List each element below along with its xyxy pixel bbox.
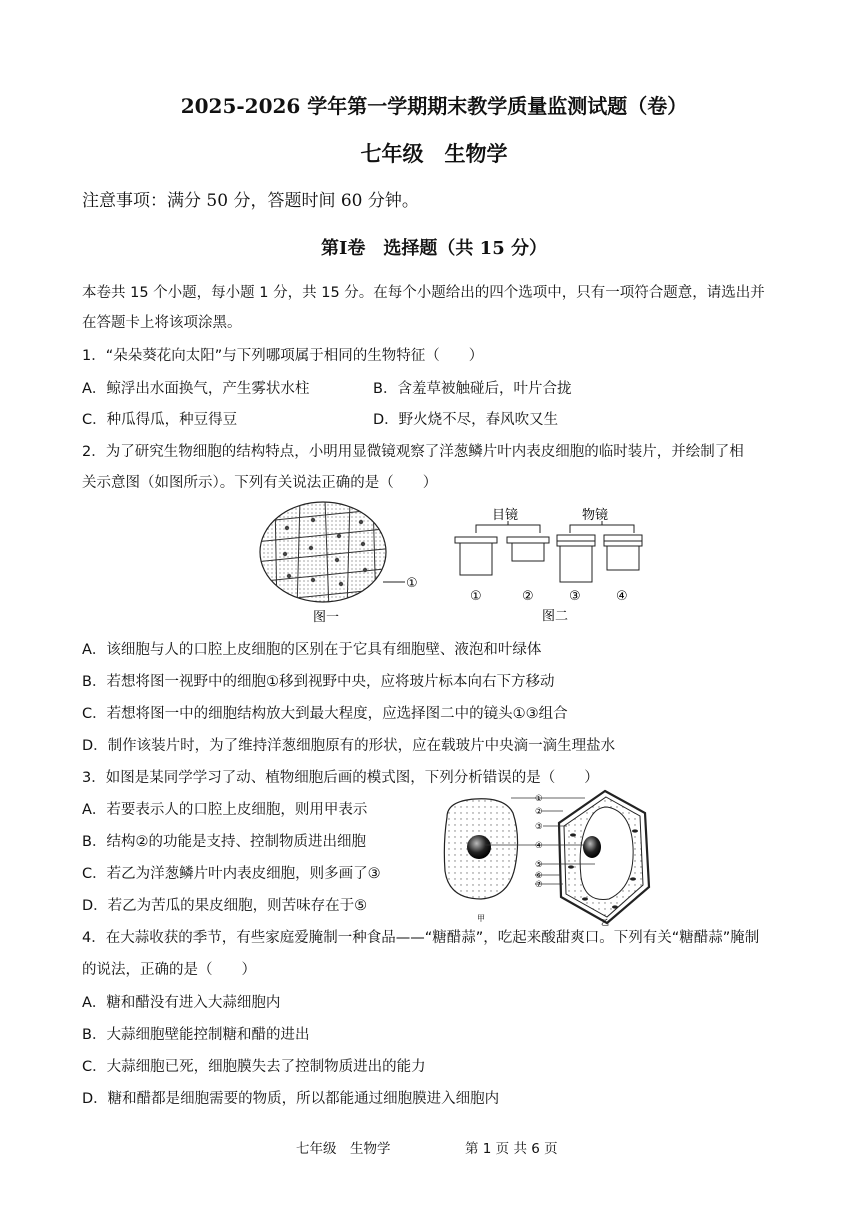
figure-1-label: 图一 [313,610,340,625]
figure-2-number-2: ② [522,589,534,604]
figure-1-onion-cells [255,500,430,625]
figure-3-label-7: ⑦ [535,880,543,890]
q3-option-a: A．若要表示人的口腔上皮细胞，则用甲表示 [82,802,368,818]
q4-option-d: D．糖和醋都是细胞需要的物质，所以都能通过细胞膜进入细胞内 [82,1091,500,1107]
figure-3-label-1: ① [535,794,543,804]
q4-stem-line1: 4．在大蒜收获的季节，有些家庭爱腌制一种食品——“糖醋蒜”，吃起来酸甜爽口。下列有关“糖醋蒜”腌制 [82,930,760,946]
exam-title: 2025-2026 学年第一学期期末教学质量监测试题（卷） [180,94,688,118]
figure-2-lenses [450,505,660,625]
footer-subject: 七年级 生物学 [296,1141,391,1157]
figure-3-label-3: ③ [535,822,543,832]
figure-1-marker: ① [406,576,418,591]
q2-option-b: B．若想将图一视野中的细胞①移到视野中央，应将玻片标本向右下方移动 [82,674,555,690]
figure-3-label-5: ⑤ [535,860,543,870]
figure-3-label-jia: 甲 [477,914,485,923]
q2-stem-line1: 2．为了研究生物细胞的结构特点，小明用显微镜观察了洋葱鳞片叶内表皮细胞的临时装片，并绘制了相 [82,444,744,460]
q1-stem: 1．“朵朵葵花向太阳”与下列哪项属于相同的生物特征（ ） [82,348,484,364]
figure-3-label-4: ④ [535,841,543,851]
figure-3-cells [435,787,655,927]
q4-option-c: C．大蒜细胞已死，细胞膜失去了控制物质进出的能力 [82,1059,426,1075]
q2-option-a: A．该细胞与人的口腔上皮细胞的区别在于它具有细胞壁、液泡和叶绿体 [82,642,542,658]
q2-option-c: C．若想将图一中的细胞结构放大到最大程度，应选择图二中的镜头①③组合 [82,706,568,722]
q1-option-c: C．种瓜得瓜，种豆得豆 [82,412,238,428]
q1-option-b: B．含羞草被触碰后，叶片合拢 [373,381,572,397]
figure-2-objective-label: 物镜 [582,508,609,523]
q4-option-a: A．糖和醋没有进入大蒜细胞内 [82,995,281,1011]
q4-option-b: B．大蒜细胞壁能控制糖和醋的进出 [82,1027,310,1043]
q2-stem-line2: 关示意图（如图所示）。下列有关说法正确的是（ ） [82,475,438,491]
q3-option-d: D．若乙为苦瓜的果皮细胞，则苦味存在于⑤ [82,898,368,914]
section-intro-line1: 本卷共 15 个小题，每小题 1 分，共 15 分。在每个小题给出的四个选项中，只有一项符合题意，请选出并 [82,285,765,301]
exam-notice: 注意事项：满分 50 分，答题时间 60 分钟。 [82,191,419,211]
footer-page-number: 第 1 页 共 6 页 [465,1141,558,1157]
figure-2-number-3: ③ [569,589,581,604]
figure-2-eyepiece-label: 目镜 [492,508,519,523]
q4-stem-line2: 的说法，正确的是（ ） [82,962,256,978]
figure-3-label-yi: 乙 [601,918,609,927]
q3-option-b: B．结构②的功能是支持、控制物质进出细胞 [82,834,366,850]
q1-option-d: D．野火烧不尽，春风吹又生 [373,412,559,428]
q3-option-c: C．若乙为洋葱鳞片叶内表皮细胞，则多画了③ [82,866,381,882]
exam-subtitle: 七年级 生物学 [360,141,508,166]
section-title: 第Ⅰ卷 选择题（共 15 分） [320,238,547,259]
figure-2-label: 图二 [542,609,569,624]
figure-2-number-1: ① [470,589,482,604]
q3-stem: 3．如图是某同学学习了动、植物细胞后画的模式图，下列分析错误的是（ ） [82,770,599,786]
figure-2-number-4: ④ [616,589,628,604]
figure-3-label-2: ② [535,807,543,817]
q2-option-d: D．制作该装片时，为了维持洋葱细胞原有的形状，应在载玻片中央滴一滴生理盐水 [82,738,616,754]
q1-option-a: A．鲸浮出水面换气，产生雾状水柱 [82,381,310,397]
figure-3-label-6: ⑥ [535,871,543,881]
section-intro-line2: 在答题卡上将该项涂黑。 [82,315,242,331]
